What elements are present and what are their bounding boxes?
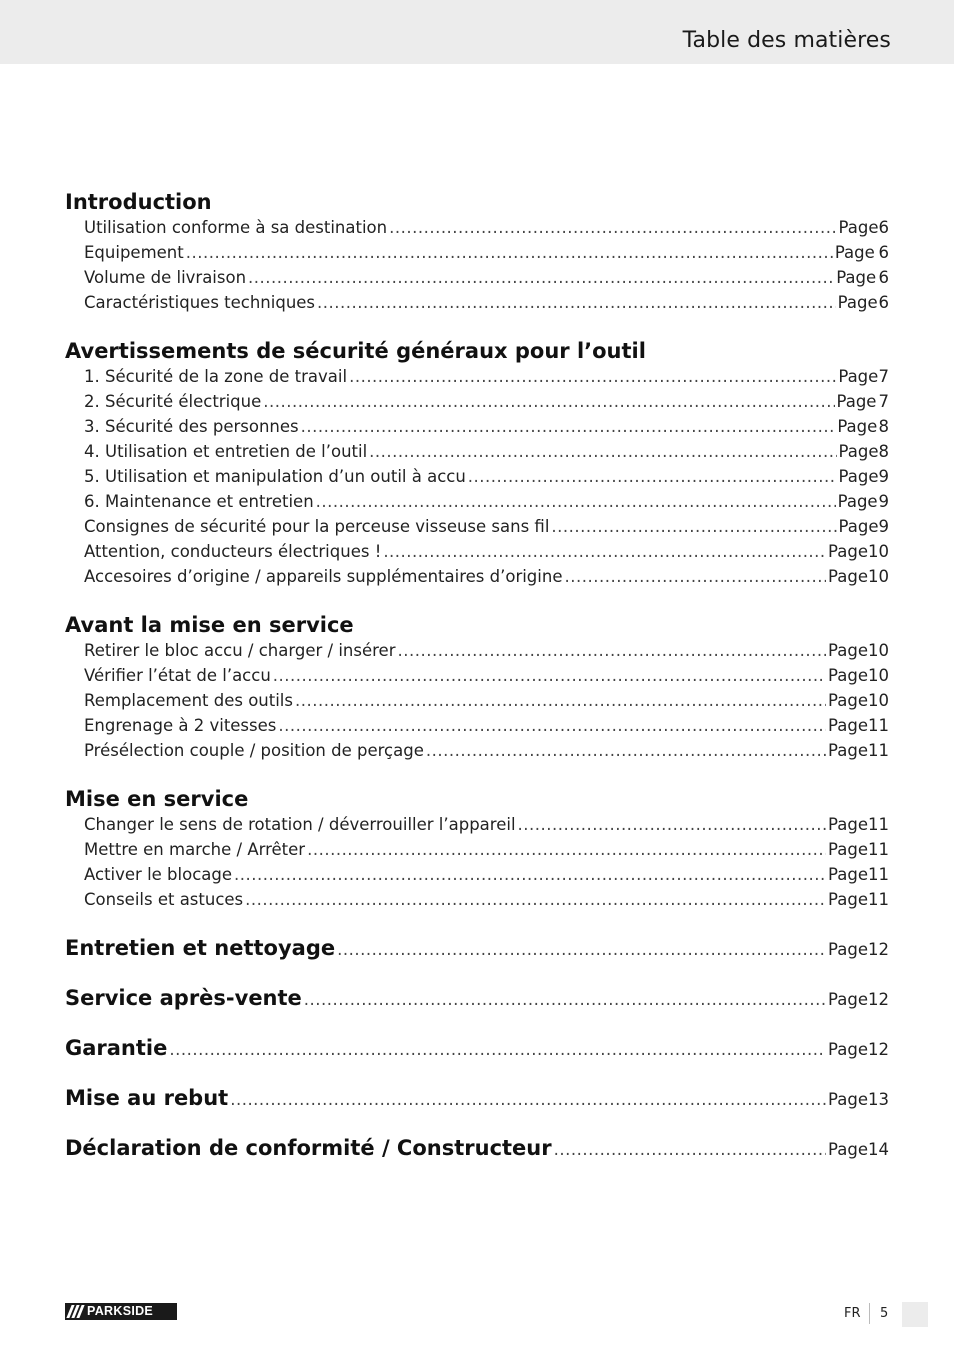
- dot-leader: [307, 837, 826, 862]
- page-number: 6: [878, 293, 889, 312]
- toc-entry[interactable]: [65, 638, 889, 663]
- toc-entry-label: Remplacement des outils: [84, 691, 293, 710]
- page-word: Page: [828, 1140, 868, 1159]
- page-number: 11: [868, 716, 889, 735]
- toc-entry-label: Vérifier l’état de l’accu: [84, 666, 271, 685]
- page-number: 10: [868, 567, 889, 586]
- toc-entry-label: Equipement: [84, 243, 184, 262]
- page-word: Page: [838, 367, 879, 386]
- page-number: 11: [868, 890, 889, 909]
- section-heading: Service après-vente: [65, 986, 302, 1010]
- toc-entry[interactable]: [65, 862, 889, 887]
- dot-leader: [169, 1037, 826, 1062]
- toc-entry[interactable]: [65, 564, 889, 589]
- toc-entry-label: 1. Sécurité de la zone de travail: [84, 367, 348, 386]
- page-number: 11: [868, 840, 889, 859]
- dot-leader: [248, 265, 834, 290]
- dot-leader: [230, 1087, 826, 1112]
- dot-leader: [518, 812, 827, 837]
- toc-section-operation: [65, 787, 889, 912]
- toc-section-introduction: [65, 190, 889, 315]
- page-word: Page: [828, 1040, 868, 1059]
- toc-top-entry-warranty[interactable]: [65, 1036, 889, 1061]
- toc-entry[interactable]: [65, 663, 889, 688]
- toc-entry-label: 5. Utilisation et manipulation d’un outil à accu: [84, 467, 466, 486]
- dot-leader: [349, 364, 836, 389]
- toc-entry-label: Retirer le bloc accu / charger / insérer: [84, 641, 396, 660]
- parkside-logo: [65, 1303, 177, 1320]
- page-word: Page: [838, 218, 879, 237]
- toc-entry-label: Consignes de sécurité pour la perceuse visseuse sans fil: [84, 517, 550, 536]
- page-number: 11: [868, 741, 889, 760]
- dot-leader: [234, 862, 826, 887]
- footer-divider: [869, 1303, 870, 1324]
- toc-entry[interactable]: [65, 514, 889, 539]
- page-number: 12: [868, 990, 889, 1009]
- page-number: 6: [878, 218, 889, 237]
- logo-stripes-icon: [65, 1303, 84, 1320]
- toc-entry[interactable]: [65, 688, 889, 713]
- toc-section-safety-warnings: [65, 339, 889, 589]
- toc-section-before-use: [65, 613, 889, 763]
- dot-leader: [426, 738, 826, 763]
- toc-entry[interactable]: [65, 713, 889, 738]
- toc-entry-label: Mettre en marche / Arrêter: [84, 840, 306, 859]
- toc-entry-label: Présélection couple / position de perçage: [84, 741, 424, 760]
- toc-entry-label: 4. Utilisation et entretien de l’outil: [84, 442, 368, 461]
- page-number: 7: [878, 392, 889, 411]
- toc-entry[interactable]: [65, 464, 889, 489]
- page-number: 10: [868, 691, 889, 710]
- page-word: Page: [828, 542, 868, 561]
- dot-leader: [317, 290, 836, 315]
- page-number: 12: [868, 1040, 889, 1059]
- toc-top-entry-after-sales[interactable]: [65, 986, 889, 1011]
- page-header: [0, 0, 954, 64]
- dot-leader: [564, 564, 826, 589]
- page-number: 7: [878, 367, 889, 386]
- toc-top-entry-disposal[interactable]: [65, 1086, 889, 1111]
- page-number: 9: [878, 517, 889, 536]
- dot-leader: [295, 688, 826, 713]
- page-word: Page: [838, 467, 879, 486]
- page-word: Page: [828, 741, 868, 760]
- page-number: 10: [868, 641, 889, 660]
- section-heading: Mise en service: [65, 787, 249, 811]
- page-word: Page: [828, 666, 868, 685]
- language-code: FR: [844, 1306, 861, 1321]
- page-number: 8: [878, 442, 889, 461]
- page-word: Page: [828, 940, 868, 959]
- dot-leader: [304, 987, 826, 1012]
- page-number: 6: [878, 268, 889, 287]
- toc-entry-label: Changer le sens de rotation / déverrouiller l’appareil: [84, 815, 516, 834]
- page-word: Page: [838, 517, 879, 536]
- toc-entry[interactable]: [65, 290, 889, 315]
- page-word: Page: [836, 392, 877, 411]
- toc-entry[interactable]: [65, 439, 889, 464]
- toc-entry-label: Engrenage à 2 vitesses: [84, 716, 277, 735]
- section-heading: Avertissements de sécurité généraux pour l’outil: [65, 339, 646, 363]
- toc-entry[interactable]: [65, 265, 889, 290]
- dot-leader: [551, 514, 836, 539]
- page-word: Page: [828, 1090, 868, 1109]
- page-word: Page: [828, 890, 868, 909]
- section-heading: Mise au rebut: [65, 1086, 229, 1110]
- footer-tab-box: [902, 1302, 928, 1327]
- page-word: Page: [837, 293, 878, 312]
- page-word: Page: [828, 990, 868, 1009]
- toc-entry[interactable]: [65, 837, 889, 862]
- table-of-contents: [65, 190, 889, 1161]
- page-word: Page: [828, 865, 868, 884]
- dot-leader: [301, 414, 836, 439]
- dot-leader: [383, 539, 826, 564]
- toc-entry-label: 6. Maintenance et entretien: [84, 492, 314, 511]
- page-number: 11: [868, 815, 889, 834]
- page-number: 6: [878, 243, 889, 262]
- dot-leader: [369, 439, 836, 464]
- dot-leader: [468, 464, 837, 489]
- toc-entry[interactable]: [65, 812, 889, 837]
- dot-leader: [245, 887, 826, 912]
- page-word: Page: [828, 641, 868, 660]
- toc-entry[interactable]: [65, 240, 889, 265]
- toc-entry[interactable]: [65, 414, 889, 439]
- toc-top-entry-maintenance[interactable]: [65, 936, 889, 961]
- section-heading: Avant la mise en service: [65, 613, 354, 637]
- dot-leader: [554, 1137, 826, 1162]
- dot-leader: [337, 937, 826, 962]
- section-heading: Déclaration de conformité / Constructeur: [65, 1136, 552, 1160]
- toc-entry[interactable]: [65, 389, 889, 414]
- section-heading: Introduction: [65, 190, 212, 214]
- page-number-footer: 5: [880, 1306, 889, 1321]
- page-word: Page: [837, 417, 878, 436]
- page-number: 9: [878, 467, 889, 486]
- toc-entry[interactable]: [65, 364, 889, 389]
- page-number: 14: [868, 1140, 889, 1159]
- page-number: 8: [878, 417, 889, 436]
- toc-entry[interactable]: [65, 489, 889, 514]
- toc-entry[interactable]: [65, 215, 889, 240]
- page-word: Page: [836, 268, 877, 287]
- toc-entry-label: Caractéristiques techniques: [84, 293, 316, 312]
- page-title: Table des matières: [682, 28, 891, 53]
- toc-entry[interactable]: [65, 539, 889, 564]
- page-word: Page: [828, 815, 868, 834]
- page-word: Page: [828, 567, 868, 586]
- toc-entry-label: 3. Sécurité des personnes: [84, 417, 299, 436]
- section-heading: Entretien et nettoyage: [65, 936, 336, 960]
- toc-entry-label: Conseils et astuces: [84, 890, 244, 909]
- page-number: 12: [868, 940, 889, 959]
- dot-leader: [389, 215, 836, 240]
- toc-entry-label: Attention, conducteurs électriques !: [84, 542, 382, 561]
- dot-leader: [278, 713, 826, 738]
- page-word: Page: [828, 840, 868, 859]
- toc-entry[interactable]: [65, 738, 889, 763]
- toc-entry-label: Activer le blocage: [84, 865, 233, 884]
- page-number: 13: [868, 1090, 889, 1109]
- dot-leader: [397, 638, 826, 663]
- page-word: Page: [828, 716, 868, 735]
- dot-leader: [186, 240, 833, 265]
- dot-leader: [273, 663, 826, 688]
- page-number: 10: [868, 542, 889, 561]
- toc-entry[interactable]: [65, 887, 889, 912]
- toc-entry-label: Utilisation conforme à sa destination: [84, 218, 388, 237]
- toc-entry-label: Accesoires d’origine / appareils supplémentaires d’origine: [84, 567, 563, 586]
- page-word: Page: [837, 492, 878, 511]
- toc-entry-label: 2. Sécurité électrique: [84, 392, 262, 411]
- toc-top-entry-declaration[interactable]: [65, 1136, 889, 1161]
- logo-text: PARKSIDE: [87, 1304, 154, 1318]
- page-number: 10: [868, 666, 889, 685]
- dot-leader: [316, 489, 836, 514]
- section-heading: Garantie: [65, 1036, 168, 1060]
- page-number: 9: [878, 492, 889, 511]
- page-number: 11: [868, 865, 889, 884]
- toc-entry-label: Volume de livraison: [84, 268, 247, 287]
- page-word: Page: [834, 243, 875, 262]
- page-word: Page: [838, 442, 879, 461]
- dot-leader: [263, 389, 834, 414]
- page-word: Page: [828, 691, 868, 710]
